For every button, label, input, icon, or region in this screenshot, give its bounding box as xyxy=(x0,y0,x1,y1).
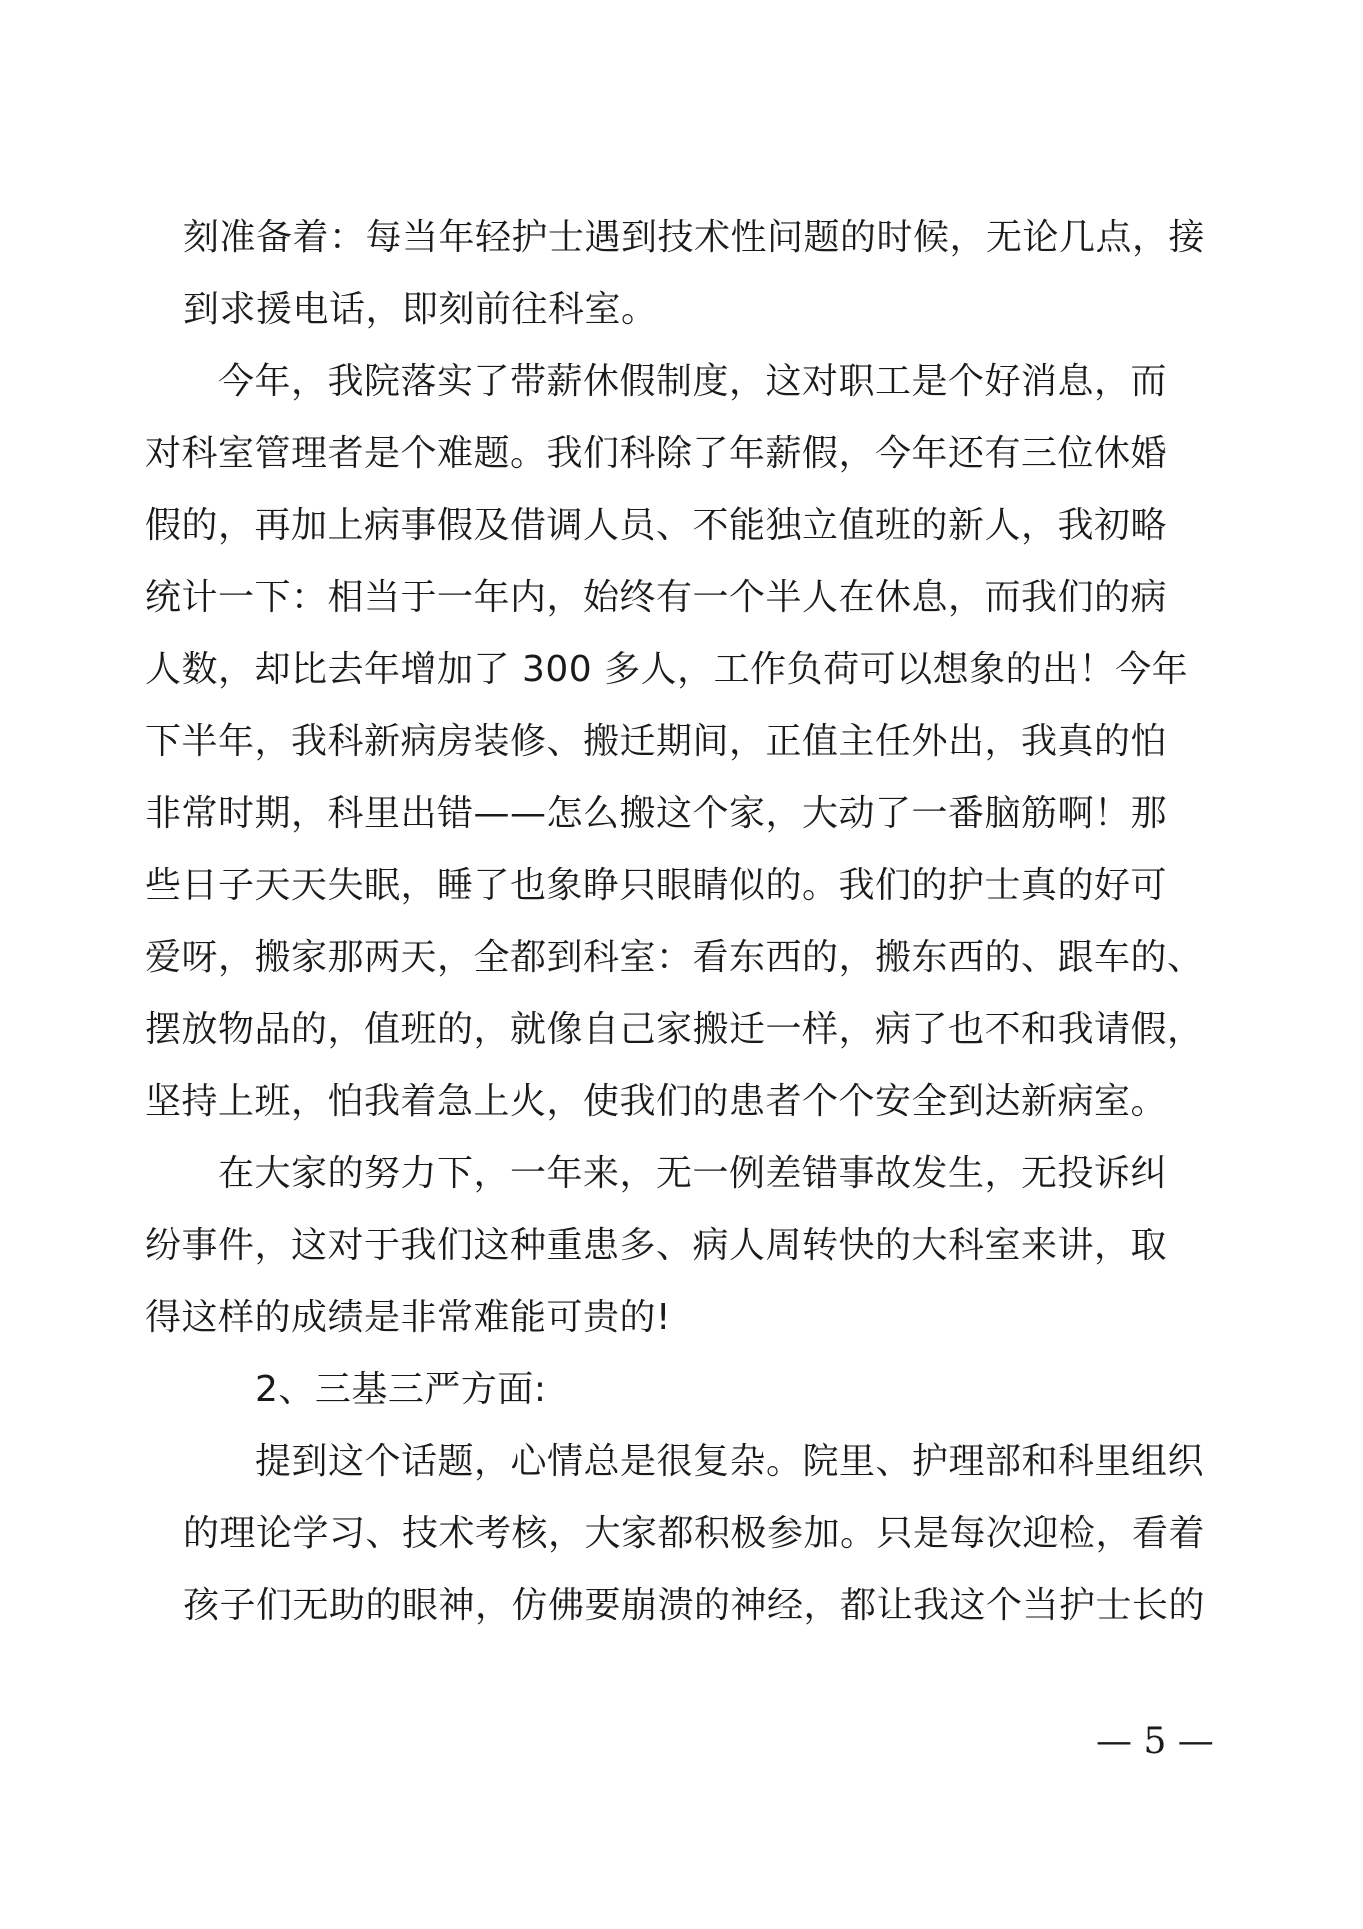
text-line-11: 爱呀，搬家那两天，全都到科室：看东西的，搬东西的、跟车的、 xyxy=(145,937,1204,978)
text-line-16: 得这样的成绩是非常难能可贵的! xyxy=(145,1297,671,1338)
text-line-7: 人数，却比去年增加了 300 多人，工作负荷可以想象的出！今年 xyxy=(145,649,1189,690)
text-line-6: 统计一下：相当于一年内，始终有一个半人在休息，而我们的病 xyxy=(145,577,1168,618)
text-line-9: 非常时期，科里出错——怎么搬这个家，大动了一番脑筋啊！那 xyxy=(145,793,1168,834)
text-line-13: 坚持上班，怕我着急上火，使我们的患者个个安全到达新病室。 xyxy=(145,1081,1168,1122)
text-line-19: 的理论学习、技术考核，大家都积极参加。只是每次迎检，看着 xyxy=(183,1513,1206,1554)
text-line-18: 提到这个话题，心情总是很复杂。院里、护理部和科里组织 xyxy=(255,1441,1205,1482)
text-line-1: 刻准备着：每当年轻护士遇到技术性问题的时候，无论几点，接 xyxy=(183,217,1206,258)
text-line-3: 今年，我院落实了带薪休假制度，这对职工是个好消息，而 xyxy=(218,361,1168,402)
section-heading: 2、三基三严方面: xyxy=(255,1369,547,1410)
text-line-14: 在大家的努力下，一年来，无一例差错事故发生，无投诉纠 xyxy=(218,1153,1168,1194)
text-line-12: 摆放物品的，值班的，就像自己家搬迁一样，病了也不和我请假， xyxy=(145,1009,1204,1050)
text-line-8: 下半年，我科新病房装修、搬迁期间，正值主任外出，我真的怕 xyxy=(145,721,1168,762)
page-number: — 5 — xyxy=(1096,1721,1214,1762)
text-line-20: 孩子们无助的眼神，仿佛要崩溃的神经，都让我这个当护士长的 xyxy=(183,1585,1206,1626)
text-line-2: 到求援电话，即刻前往科室。 xyxy=(183,289,658,330)
text-line-10: 些日子天天失眠，睡了也象睁只眼睛似的。我们的护士真的好可 xyxy=(145,865,1168,906)
text-line-4: 对科室管理者是个难题。我们科除了年薪假，今年还有三位休婚 xyxy=(145,433,1168,474)
text-line-15: 纷事件，这对于我们这种重患多、病人周转快的大科室来讲，取 xyxy=(145,1225,1168,1266)
text-line-5: 假的，再加上病事假及借调人员、不能独立值班的新人，我初略 xyxy=(145,505,1168,546)
